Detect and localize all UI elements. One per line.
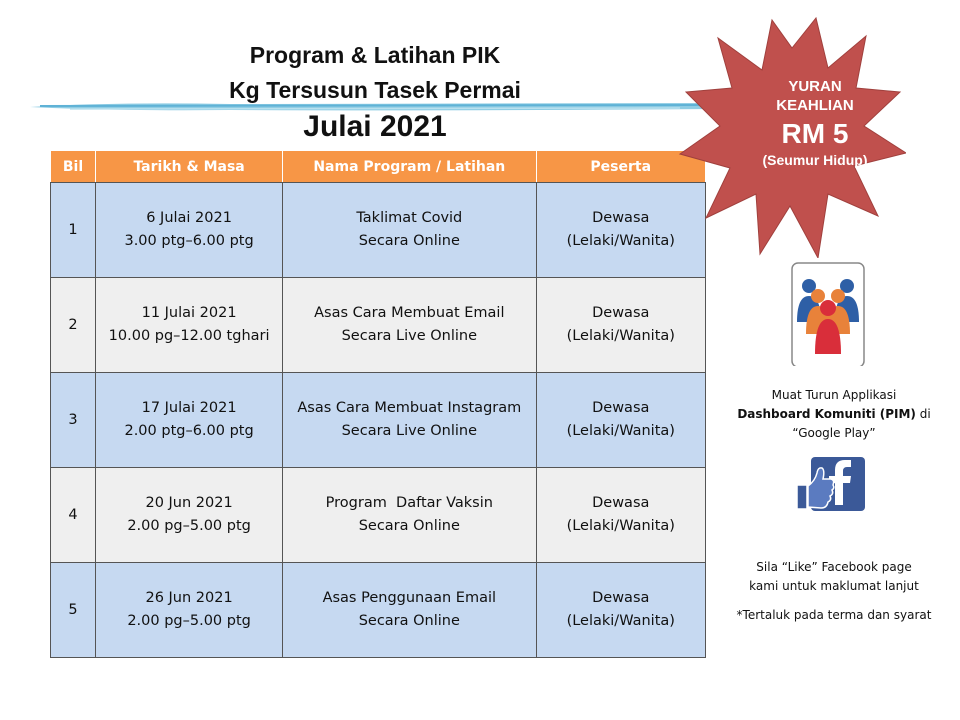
page-title-month: Julai 2021 [303, 110, 447, 143]
cell-program-mode: Secara Online [358, 518, 460, 534]
cell-peserta-group: Dewasa [592, 305, 650, 321]
app-download-info [728, 386, 940, 443]
header-peserta: Peserta [536, 151, 706, 183]
table-row [51, 183, 706, 278]
header-tarikh: Tarikh & Masa [96, 151, 283, 183]
cell-date-time [96, 563, 283, 658]
cell-bil: 3 [51, 373, 96, 468]
cell-peserta-gender: (Lelaki/Wanita) [566, 328, 675, 344]
app-name: Dashboard Komuniti (PIM) [737, 407, 916, 421]
cell-bil: 5 [51, 563, 96, 658]
cell-date-time [96, 278, 283, 373]
cell-program-mode: Secara Live Online [341, 423, 478, 439]
cell-date-time [96, 183, 283, 278]
cell-program [283, 468, 536, 563]
badge-line-2: KEAHLIAN [776, 97, 854, 114]
cell-peserta-gender: (Lelaki/Wanita) [566, 518, 675, 534]
cell-peserta-group: Dewasa [592, 495, 650, 511]
facebook-info-line-1: Sila “Like” Facebook page [756, 560, 912, 574]
cell-peserta [536, 373, 706, 468]
cell-program-name: Asas Cara Membuat Instagram [297, 400, 522, 416]
cell-peserta-gender: (Lelaki/Wanita) [566, 613, 675, 629]
cell-date: 26 Jun 2021 [145, 590, 233, 606]
facebook-info [728, 558, 940, 596]
app-info-line-1: Muat Turun Applikasi [771, 388, 897, 402]
badge-line-1: YURAN [788, 78, 842, 95]
cell-peserta-gender: (Lelaki/Wanita) [566, 233, 675, 249]
cell-time: 2.00 pg–5.00 ptg [127, 613, 251, 629]
cell-bil: 1 [51, 183, 96, 278]
cell-date: 20 Jun 2021 [145, 495, 233, 511]
table-row [51, 278, 706, 373]
table-row [51, 563, 706, 658]
cell-time: 2.00 ptg–6.00 ptg [124, 423, 254, 439]
cell-program-name: Asas Penggunaan Email [322, 590, 497, 606]
cell-peserta [536, 563, 706, 658]
badge-price: RM 5 [781, 118, 849, 149]
table-row [51, 373, 706, 468]
cell-bil: 2 [51, 278, 96, 373]
cell-time: 10.00 pg–12.00 tghari [108, 328, 270, 344]
cell-program-name: Program Daftar Vaksin [325, 495, 493, 511]
people-group-icon[interactable] [791, 262, 865, 366]
header-program: Nama Program / Latihan [283, 151, 536, 183]
cell-date: 17 Julai 2021 [141, 400, 237, 416]
cell-bil: 4 [51, 468, 96, 563]
cell-time: 2.00 pg–5.00 ptg [127, 518, 251, 534]
page-title-line-1: Program & Latihan PIK [249, 42, 501, 68]
header-bil: Bil [51, 151, 96, 183]
cell-program-mode: Secara Online [358, 613, 460, 629]
facebook-info-line-2: kami untuk maklumat lanjut [749, 579, 919, 593]
cell-program-mode: Secara Online [358, 233, 460, 249]
app-store-name: “Google Play” [792, 426, 876, 440]
cell-peserta-group: Dewasa [592, 590, 650, 606]
cell-program-mode: Secara Live Online [341, 328, 478, 344]
cell-peserta-group: Dewasa [592, 210, 650, 226]
cell-program-name: Taklimat Covid [356, 210, 463, 226]
cell-program [283, 183, 536, 278]
cell-peserta [536, 278, 706, 373]
page-title-line-2: Kg Tersusun Tasek Permai [229, 77, 521, 103]
badge-note: (Seumur Hidup) [762, 152, 868, 168]
table-header-row [51, 151, 706, 183]
facebook-like-icon[interactable] [793, 455, 867, 513]
cell-program [283, 278, 536, 373]
cell-date-time [96, 468, 283, 563]
cell-program [283, 563, 536, 658]
cell-program [283, 373, 536, 468]
cell-peserta [536, 468, 706, 563]
app-info-suffix: di [915, 407, 931, 421]
cell-date: 11 Julai 2021 [141, 305, 237, 321]
cell-peserta-group: Dewasa [592, 400, 650, 416]
schedule-table [50, 150, 706, 658]
cell-date: 6 Julai 2021 [146, 210, 232, 226]
disclaimer-text: *Tertaluk pada terma dan syarat [736, 608, 932, 622]
cell-peserta-gender: (Lelaki/Wanita) [566, 423, 675, 439]
cell-time: 3.00 ptg–6.00 ptg [124, 233, 254, 249]
cell-date-time [96, 373, 283, 468]
cell-program-name: Asas Cara Membuat Email [314, 305, 505, 321]
table-row [51, 468, 706, 563]
